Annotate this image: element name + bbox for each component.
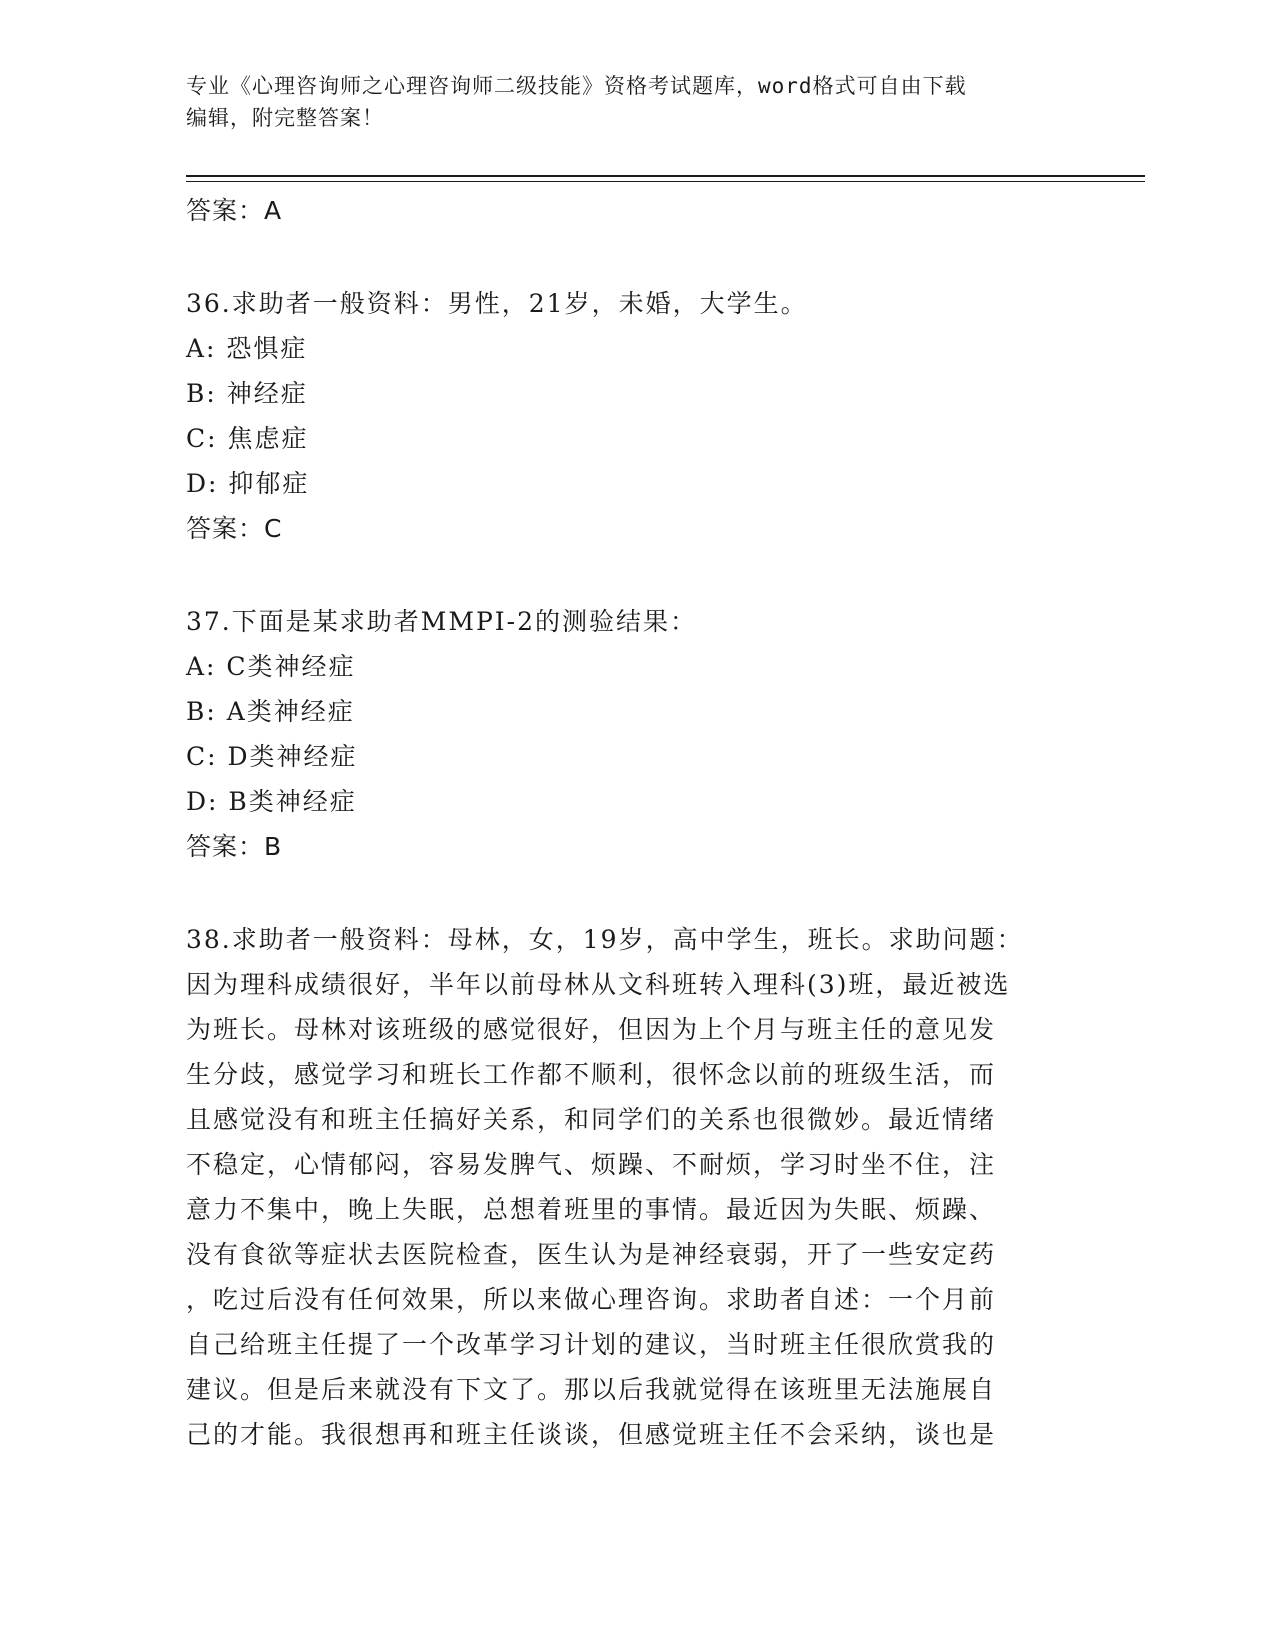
paragraph-line: 生分歧，感觉学习和班长工作都不顺利，很怀念以前的班级生活，而 <box>186 1060 997 1089</box>
paragraph-line: 自己给班主任提了一个改革学习计划的建议，当时班主任很欣赏我的 <box>186 1330 997 1359</box>
option-d: D: B类神经症 <box>186 787 357 816</box>
option-c: C: 焦虑症 <box>186 424 309 453</box>
previous-answer: 答案：A <box>186 196 283 225</box>
paragraph-line: 为班长。母林对该班级的感觉很好，但因为上个月与班主任的意见发 <box>186 1015 997 1044</box>
paragraph-line: 意力不集中，晚上失眠，总想着班里的事情。最近因为失眠、烦躁、 <box>186 1195 997 1224</box>
page-header <box>186 70 1066 134</box>
option-c: C: D类神经症 <box>186 742 358 771</box>
paragraph-line: 不稳定，心情郁闷，容易发脾气、烦躁、不耐烦，学习时坐不住，注 <box>186 1150 997 1179</box>
paragraph-line: ，吃过后没有任何效果，所以来做心理咨询。求助者自述：一个月前 <box>186 1285 997 1314</box>
paragraph-line: 建议。但是后来就没有下文了。那以后我就觉得在该班里无法施展自 <box>186 1375 997 1404</box>
option-a: A: C类神经症 <box>186 652 356 681</box>
question-37 <box>186 599 1066 869</box>
question-stem: 37.下面是某求助者MMPI-2的测验结果： <box>186 607 698 636</box>
question-36 <box>186 281 1066 551</box>
spacer <box>186 869 1066 917</box>
header-line-2: 编辑，附完整答案！ <box>186 106 384 130</box>
paragraph-line: 己的才能。我很想再和班主任谈谈，但感觉班主任不会采纳，谈也是 <box>186 1420 997 1449</box>
question-38 <box>186 917 1066 1457</box>
spacer <box>186 551 1066 599</box>
header-divider-thin <box>186 181 1145 182</box>
option-d: D: 抑郁症 <box>186 469 310 498</box>
paragraph-line: 且感觉没有和班主任搞好关系，和同学们的关系也很微妙。最近情绪 <box>186 1105 997 1134</box>
header-line-1: 专业《心理咨询师之心理咨询师二级技能》资格考试题库，word格式可自由下载 <box>186 74 967 98</box>
question-content <box>186 188 1066 1457</box>
paragraph-line: 因为理科成绩很好，半年以前母林从文科班转入理科(3)班，最近被选 <box>186 970 1011 999</box>
question-stem: 36.求助者一般资料：男性，21岁，未婚，大学生。 <box>186 289 808 318</box>
answer: 答案：B <box>186 832 283 861</box>
paragraph-line: 38.求助者一般资料：母林，女，19岁，高中学生，班长。求助问题： <box>186 925 1024 954</box>
answer: 答案：C <box>186 514 283 543</box>
option-a: A: 恐惧症 <box>186 334 308 363</box>
paragraph-line: 没有食欲等症状去医院检查，医生认为是神经衰弱，开了一些安定药 <box>186 1240 997 1269</box>
header-divider-thick <box>186 175 1145 177</box>
option-b: B: A类神经症 <box>186 697 355 726</box>
option-b: B: 神经症 <box>186 379 308 408</box>
spacer <box>186 233 1066 281</box>
